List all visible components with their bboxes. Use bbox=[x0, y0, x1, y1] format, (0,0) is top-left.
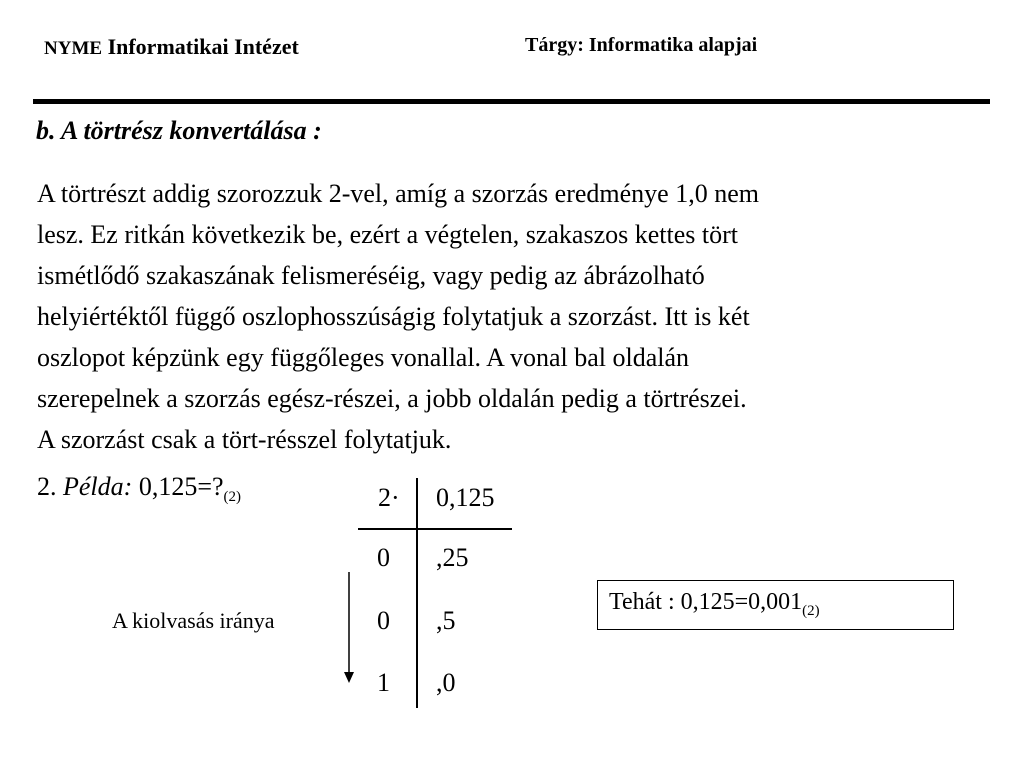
table-frac-part: ,0 bbox=[436, 668, 456, 697]
table-int-part: 1 bbox=[377, 668, 390, 697]
institution-header bbox=[44, 34, 299, 60]
paragraph-line: lesz. Ez ritkán következik be, ezért a végtelen, szakaszos kettes tört bbox=[37, 220, 738, 249]
example-question: 0,125=? bbox=[138, 472, 224, 501]
paragraph-line: helyiértéktől függő oszlophosszúságig folytatjuk a szorzást. Itt is két bbox=[37, 302, 750, 331]
section-title: b. A törtrész konvertálása : bbox=[36, 116, 322, 145]
reading-direction-arrow-icon bbox=[342, 572, 356, 684]
result-box bbox=[597, 580, 954, 630]
example-label: Példa: bbox=[63, 472, 133, 501]
subject-header: Tárgy: Informatika alapjai bbox=[525, 34, 758, 56]
header-divider bbox=[33, 99, 990, 104]
paragraph-line: ismétlődő szakaszának felismeréséig, vagy pedig az ábrázolható bbox=[37, 261, 705, 290]
example-base: (2) bbox=[223, 489, 242, 505]
paragraph-line: A szorzást csak a tört-résszel folytatjuk. bbox=[37, 425, 452, 454]
paragraph-line: A törtrészt addig szorozzuk 2-vel, amíg a szorzás eredménye 1,0 nem bbox=[37, 179, 759, 208]
table-int-part: 0 bbox=[377, 543, 390, 572]
table-frac-part: ,25 bbox=[436, 543, 469, 572]
table-header-multiplier: 2· bbox=[378, 483, 400, 512]
reading-direction-label: A kiolvasás iránya bbox=[112, 608, 275, 633]
result-base: (2) bbox=[802, 603, 820, 619]
table-vertical-divider bbox=[416, 478, 418, 708]
paragraph-line: szerepelnek a szorzás egész-részei, a jobb oldalán pedig a törtrészei. bbox=[37, 384, 747, 413]
result-text: Tehát : 0,125=0,001 bbox=[609, 589, 803, 615]
table-frac-part: ,5 bbox=[436, 606, 456, 635]
institution-name: Informatikai Intézet bbox=[107, 34, 299, 59]
institution-prefix: NYME bbox=[44, 38, 103, 59]
explanation-paragraph bbox=[37, 173, 1002, 460]
table-int-part: 0 bbox=[377, 606, 390, 635]
example-number: 2. bbox=[37, 472, 57, 501]
table-horizontal-divider bbox=[358, 528, 512, 530]
example-heading bbox=[37, 472, 241, 506]
paragraph-line: oszlopot képzünk egy függőleges vonallal. A vonal bal oldalán bbox=[37, 343, 690, 372]
table-header-value: 0,125 bbox=[436, 483, 495, 512]
